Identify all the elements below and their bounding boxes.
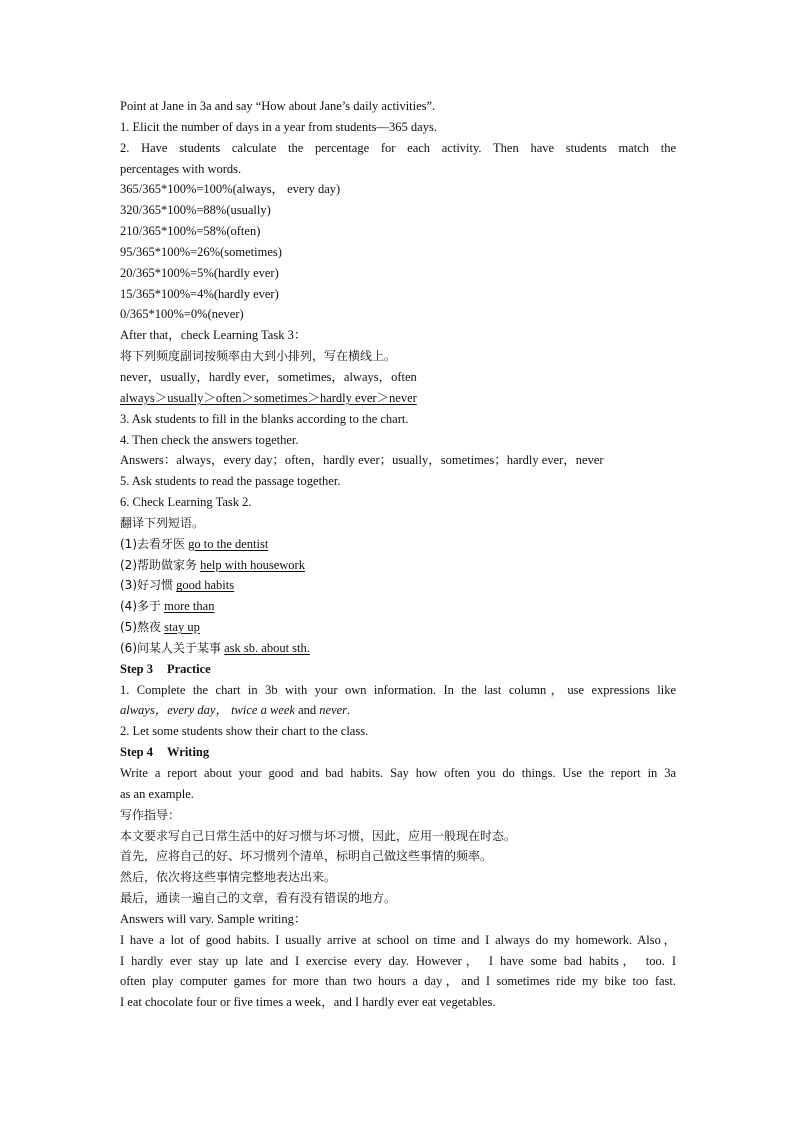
elicit-step: 1. Elicit the number of days in a year from students—365 days. <box>120 119 437 134</box>
translate-item <box>120 555 676 576</box>
step3-item1-line-1: 1. Complete the chart in 3b with your own information. In the last column，use expressions like <box>120 682 676 697</box>
document-page <box>120 96 676 1013</box>
calculation-line: 210/365*100%=58%(often) <box>120 224 261 239</box>
calculation-line: 20/365*100%=5%(hardly ever) <box>120 265 279 280</box>
read-step: 5. Ask students to read the passage together. <box>120 474 341 489</box>
translate-prompt: (2)帮助做家务 <box>120 557 197 572</box>
translate-heading: 翻译下列短语。 <box>120 515 205 530</box>
task3-instruction: 将下列频度副词按频率由大到小排列，写在横线上。 <box>120 349 397 364</box>
calculate-step-line-2: percentages with words. <box>120 161 242 176</box>
calculation-line: 0/365*100%=0%(never) <box>120 307 244 322</box>
check-step: 4. Then check the answers together. <box>120 432 299 447</box>
task3-words: never，usually，hardly ever，sometimes，always，often <box>120 369 417 384</box>
writing-guide-line: 本文要求写自己日常生活中的好习惯与坏习惯，因此，应用一般现在时态。 <box>120 828 517 843</box>
calculation-line: 320/365*100%=88%(usually) <box>120 203 271 218</box>
task3-answer <box>120 388 676 409</box>
writing-guide-line: 最后，通读一遍自己的文章，看有没有错误的地方。 <box>120 891 397 906</box>
translate-prompt: (3)好习惯 <box>120 578 173 593</box>
answers-line: Answers：always，every day；often，hardly ever；usually，sometimes；hardly ever，never <box>120 453 604 468</box>
sample-line: I hardly ever stay up late and I exercise every day. However， I have some bad habits， too. I <box>120 953 676 968</box>
step3-item2: 2. Let some students show their chart to the class. <box>120 724 369 739</box>
translate-prompt: (5)熬夜 <box>120 620 161 635</box>
step3-title: Practice <box>167 661 211 676</box>
sample-heading: Answers will vary. Sample writing： <box>120 911 307 926</box>
task3-answer-text: always＞usually＞often＞sometimes＞hardly ever＞never <box>120 390 417 405</box>
step4-label: Step 4 <box>120 745 153 760</box>
intro-text: Point at Jane in 3a and say “How about Jane’s daily activities”. <box>120 99 436 113</box>
step3-and: and <box>294 703 320 718</box>
writing-guide-heading: 写作指导： <box>120 807 181 822</box>
translate-item <box>120 534 676 555</box>
calculation-line: 365/365*100%=100%(always， every day) <box>120 182 341 197</box>
translate-answer: more than <box>164 599 215 614</box>
sample-line: I eat chocolate four or five times a week，and I hardly ever eat vegetables. <box>120 995 496 1010</box>
step3-never: never <box>319 703 348 718</box>
translate-answer: ask sb. about sth. <box>224 640 310 655</box>
step4-task-line-2: as an example. <box>120 786 194 801</box>
translate-answer: help with housework <box>200 557 305 572</box>
writing-guide-line: 首先，应将自己的好、坏习惯列个清单，标明自己做这些事情的频率。 <box>120 849 493 864</box>
translate-prompt: (4)多于 <box>120 599 161 614</box>
step3-period: . <box>347 703 351 718</box>
translate-item <box>120 575 676 596</box>
writing-guide-line: 然后，依次将这些事情完整地表达出来。 <box>120 870 337 885</box>
fill-step: 3. Ask students to fill in the blanks according to the chart. <box>120 411 409 426</box>
calculation-line: 95/365*100%=26%(sometimes) <box>120 244 282 259</box>
step3-expressions: always，every day， twice a week <box>120 703 295 718</box>
translate-item <box>120 617 676 638</box>
step4-title: Writing <box>167 745 210 760</box>
step3-heading <box>120 659 676 680</box>
translate-answer: go to the dentist <box>188 536 269 551</box>
task2-step: 6. Check Learning Task 2. <box>120 495 252 510</box>
step3-item1-line-2 <box>120 700 676 721</box>
translate-prompt: (6)问某人关于某事 <box>120 640 221 655</box>
translate-item <box>120 596 676 617</box>
calculation-line: 15/365*100%=4%(hardly ever) <box>120 286 279 301</box>
translate-prompt: (1)去看牙医 <box>120 536 185 551</box>
step4-heading <box>120 742 676 763</box>
step4-task-line-1: Write a report about your good and bad habits. Say how often you do things. Use the report in 3a <box>120 766 676 780</box>
translate-answer: good habits <box>176 578 235 593</box>
translate-answer: stay up <box>164 620 200 635</box>
sample-line: often play computer games for more than two hours a day，and I sometimes ride my bike too fast. <box>120 974 676 989</box>
sample-line: I have a lot of good habits. I usually arrive at school on time and I always do my homework. Also， <box>120 932 676 947</box>
translate-item <box>120 638 676 659</box>
task3-heading: After that，check Learning Task 3： <box>120 328 307 343</box>
calculate-step-line-1: 2. Have students calculate the percentage for each activity. Then have students match the <box>120 140 676 155</box>
step3-label: Step 3 <box>120 661 153 676</box>
